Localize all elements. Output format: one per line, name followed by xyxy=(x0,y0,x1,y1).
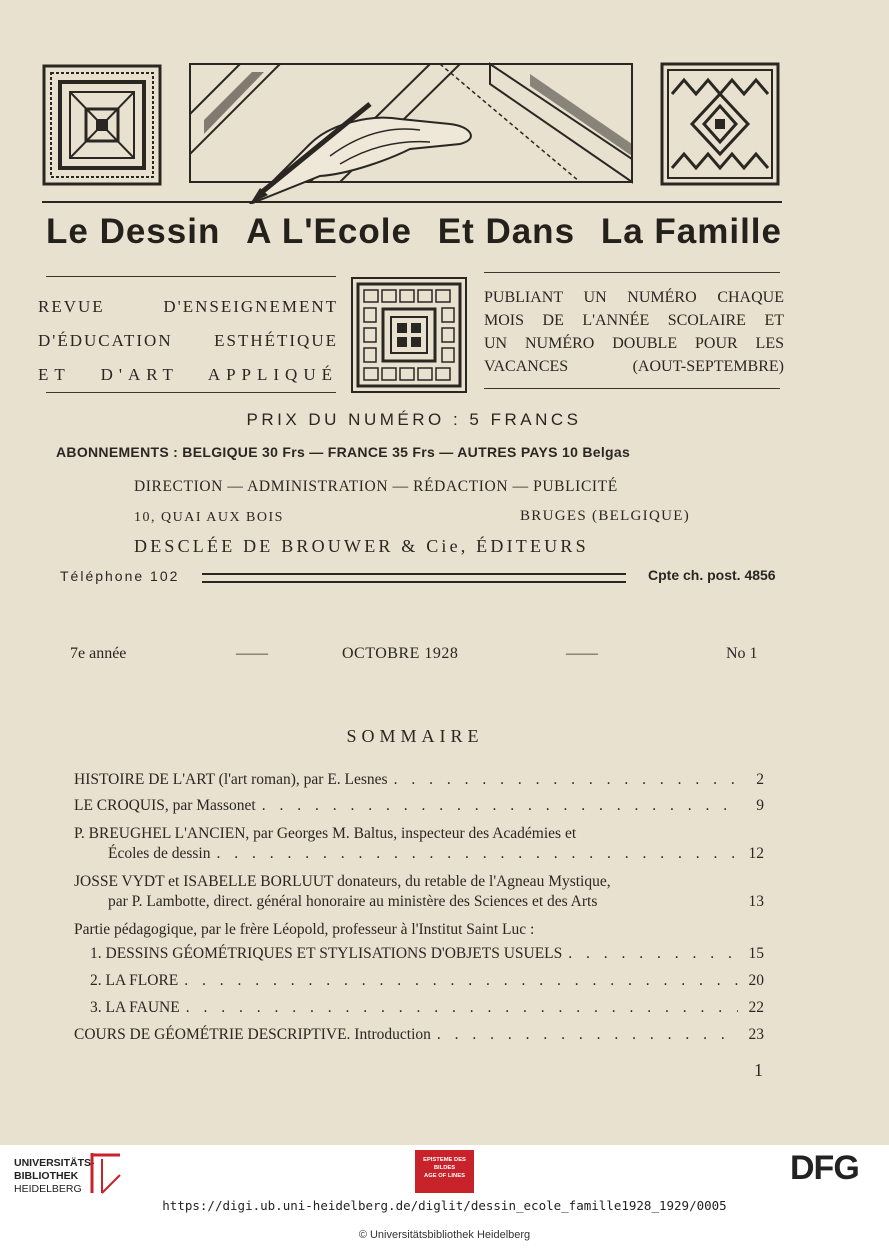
telephone-line: Téléphone 102 xyxy=(60,568,180,584)
toc-item: 3. LA FAUNE . . . 22 xyxy=(74,998,764,1025)
right-subtitle-block xyxy=(484,286,784,378)
price-line: PRIX DU NUMÉRO : 5 FRANCS xyxy=(246,410,582,429)
copyright-notice: © Universitätsbibliothek Heidelberg xyxy=(358,1229,531,1241)
left-subtitle-line: REVUE D'ENSEIGNEMENT xyxy=(38,297,338,316)
toc-item: 1. DESSINS GÉOMÉTRIQUES ET STYLISATIONS D'OBJETS USUELS . . . 15 xyxy=(74,944,764,971)
postal-line: Cpte ch. post. 4856 xyxy=(648,567,776,583)
toc-item: COURS DE GÉOMÉTRIE DESCRIPTIVE. Introduction . . . 23 xyxy=(74,1025,764,1052)
left-subtitle-line: ET D'ART APPLIQUÉ xyxy=(38,365,338,384)
episteme-logo[interactable]: EPISTEME DES BILDES AGE OF LINES xyxy=(415,1150,474,1193)
title-part-3: Et Dans xyxy=(437,212,576,251)
left-subtitle-line: D'ÉDUCATION ESTHÉTIQUE xyxy=(38,331,338,350)
issue-dash-right: —— xyxy=(566,645,598,662)
hand-drawing-panel xyxy=(190,64,632,204)
right-subtitle-line: VACANCES (AOUT-SEPTEMBRE) xyxy=(484,358,784,375)
right-subtitle-line: UN NUMÉRO DOUBLE POUR LES xyxy=(484,335,784,352)
toc-item: HISTOIRE DE L'ART (l'art roman), par E. Lesnes . . . 2 xyxy=(74,770,764,796)
toc-item: 2. LA FLORE . . . 20 xyxy=(74,971,764,998)
subscriptions-line: ABONNEMENTS : BELGIQUE 30 Frs — FRANCE 35 Frs — AUTRES PAYS 10 Belgas xyxy=(56,444,631,460)
publisher-line: DESCLÉE DE BROUWER & Cie, ÉDITEURS xyxy=(134,536,589,556)
library-logo-text[interactable]: UNIVERSITÄTS- BIBLIOTHEK HEIDELBERG xyxy=(14,1157,95,1195)
toc-section-heading: Partie pédagogique, par le frère Léopold, professeur à l'Institut Saint Luc : xyxy=(74,921,535,938)
dfg-logo[interactable]: DFG xyxy=(790,1149,859,1187)
right-subtitle-line: PUBLIANT UN NUMÉRO CHAQUE xyxy=(484,289,784,306)
toc-item: LE CROQUIS, par Massonet . . . 9 xyxy=(74,796,764,824)
center-emblem xyxy=(351,277,467,393)
right-square-ornament xyxy=(662,64,778,184)
left-square-ornament xyxy=(44,66,160,184)
masthead-title xyxy=(46,208,782,252)
issue-year: 7e année xyxy=(70,645,127,662)
title-part-2: A L'Ecole xyxy=(246,212,412,251)
telephone-rule xyxy=(202,573,626,583)
summary-heading: SOMMAIRE xyxy=(346,726,484,746)
toc-item: JOSSE VYDT et ISABELLE BORLUUT donateurs, du retable de l'Agneau Mystique, par P. Lambotte, direct. général honoraire au ministère des Sciences et des Arts 13 xyxy=(74,873,764,910)
title-part-1: Le Dessin xyxy=(46,212,221,251)
left-subtitle-block xyxy=(38,290,338,392)
right-subtitle-line: MOIS DE L'ANNÉE SCOLAIRE ET xyxy=(484,312,784,329)
issue-date: OCTOBRE 1928 xyxy=(342,645,459,662)
permalink-url[interactable]: https://digi.ub.uni-heidelberg.de/diglit/dessin_ecole_famille1928_1929/0005 xyxy=(162,1198,727,1213)
toc-item: P. BREUGHEL L'ANCIEN, par Georges M. Baltus, inspecteur des Académies et Écoles de dessin . . . 12 xyxy=(74,824,764,866)
viewer-footer xyxy=(0,1145,889,1251)
library-logo-icon xyxy=(88,1149,124,1197)
address-right: BRUGES (BELGIQUE) xyxy=(520,508,691,524)
direction-line: DIRECTION — ADMINISTRATION — RÉDACTION — PUBLICITÉ xyxy=(134,478,618,495)
issue-dash-left: —— xyxy=(236,645,268,662)
header-ornament-band xyxy=(42,62,782,204)
table-of-contents xyxy=(74,770,764,1052)
title-part-4: La Famille xyxy=(600,212,782,251)
address-left: 10, QUAI AUX BOIS xyxy=(134,510,284,525)
issue-number: No 1 xyxy=(726,645,758,662)
page-number: 1 xyxy=(754,1060,763,1080)
